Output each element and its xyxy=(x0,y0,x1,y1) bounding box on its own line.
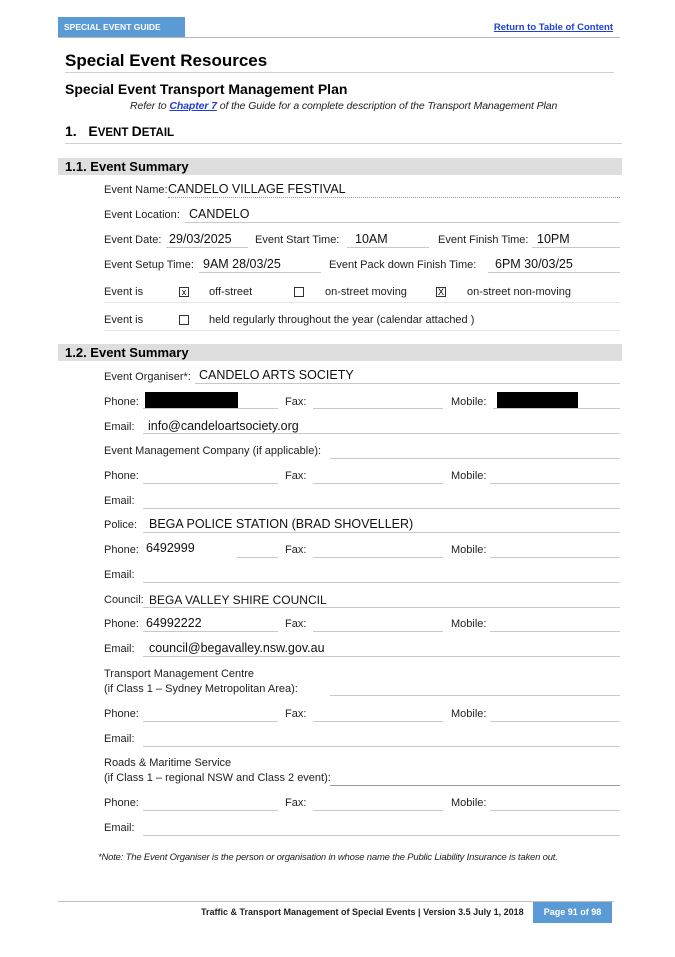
onstreet-nonmoving-checkbox[interactable]: X xyxy=(437,287,444,297)
police-label: Police: xyxy=(104,519,138,531)
header-divider xyxy=(58,37,620,38)
offstreet-label: off-street xyxy=(209,286,253,298)
page-number: Page 91 of 98 xyxy=(533,902,612,923)
council-mobile-line xyxy=(490,631,620,632)
council-phone-line xyxy=(143,631,278,632)
page-title: Special Event Resources xyxy=(65,51,268,70)
row-divider xyxy=(104,302,620,303)
section-title-1-1: 1.1. Event Summary xyxy=(65,159,189,174)
organiser-mobile-label: Mobile: xyxy=(451,396,487,408)
police-email-label: Email: xyxy=(104,569,135,581)
organiser-email-value[interactable]: info@candeloartsociety.org xyxy=(148,419,299,433)
title-divider xyxy=(65,72,614,73)
organiser-email-line xyxy=(143,433,620,434)
rms-line xyxy=(330,785,620,786)
tmc-fax-line xyxy=(313,721,443,722)
section-divider xyxy=(65,143,622,144)
mgmt-email-line xyxy=(143,508,620,509)
organiser-phone-line xyxy=(143,408,278,409)
packdown-line xyxy=(488,272,620,273)
plan-title: Special Event Transport Management Plan xyxy=(65,81,348,97)
council-email-value[interactable]: council@begavalley.nsw.gov.au xyxy=(149,641,325,655)
rms-mobile-label: Mobile: xyxy=(451,797,487,809)
council-email-line xyxy=(143,656,620,657)
mgmt-phone-label: Phone: xyxy=(104,470,139,482)
mgmt-mobile-line xyxy=(490,483,620,484)
rms-email-line xyxy=(143,835,620,836)
mgmt-email-label: Email: xyxy=(104,495,135,507)
onstreet-nonmoving-label: on-street non-moving xyxy=(467,286,571,298)
setup-time-value[interactable]: 9AM 28/03/25 xyxy=(203,257,281,271)
mgmt-fax-line xyxy=(313,483,443,484)
packdown-value[interactable]: 6PM 30/03/25 xyxy=(495,257,573,271)
redacted-phone xyxy=(145,392,238,408)
council-phone-value[interactable]: 64992222 xyxy=(146,616,202,630)
tmc-email-line xyxy=(143,746,620,747)
mgmt-fax-label: Fax: xyxy=(285,470,307,482)
start-time-label: Event Start Time: xyxy=(255,234,340,246)
police-fax-label: Fax: xyxy=(285,544,307,556)
rms-fax-label: Fax: xyxy=(285,797,307,809)
chapter-7-link[interactable]: Chapter 7 xyxy=(169,100,217,112)
event-location-value[interactable]: CANDELO xyxy=(189,207,250,221)
mgmt-phone-line xyxy=(143,483,278,484)
organiser-line xyxy=(195,383,620,384)
section-title-1-2: 1.2. Event Summary xyxy=(65,345,189,360)
tmc-phone-line xyxy=(143,721,278,722)
organiser-mobile-line xyxy=(493,408,620,409)
police-line xyxy=(143,532,620,533)
section-heading-event-detail: 1. EVENT DETAIL xyxy=(65,123,175,139)
tmc-mobile-label: Mobile: xyxy=(451,708,487,720)
event-is-label-2: Event is xyxy=(104,314,144,326)
tmc-phone-label: Phone: xyxy=(104,708,139,720)
row-divider-2 xyxy=(104,330,620,331)
mgmt-company-label: Event Management Company (if applicable): xyxy=(104,445,322,457)
tmc-line xyxy=(330,695,620,696)
rms-phone-label: Phone: xyxy=(104,797,139,809)
organiser-email-label: Email: xyxy=(104,421,135,433)
police-phone-label: Phone: xyxy=(104,544,139,556)
finish-time-value[interactable]: 10PM xyxy=(537,232,570,246)
packdown-label: Event Pack down Finish Time: xyxy=(329,259,477,271)
police-value[interactable]: BEGA POLICE STATION (BRAD SHOVELLER) xyxy=(149,517,414,531)
return-to-toc-link[interactable]: Return to Table of Content xyxy=(493,22,613,33)
finish-time-label: Event Finish Time: xyxy=(438,234,529,246)
footer-text: Traffic & Transport Management of Special Events | Version 3.5 July 1, 2018 xyxy=(201,907,524,917)
police-phone-value[interactable]: 6492999 xyxy=(146,541,195,555)
mgmt-company-line xyxy=(330,458,620,459)
event-is-label: Event is xyxy=(104,286,144,298)
rms-email-label: Email: xyxy=(104,822,135,834)
council-email-label: Email: xyxy=(104,643,135,655)
police-mobile-line xyxy=(490,557,620,558)
organiser-label: Event Organiser*: xyxy=(104,371,191,383)
guide-tag: SPECIAL EVENT GUIDE xyxy=(58,17,185,37)
tmc-label: Transport Management Centre xyxy=(104,668,254,680)
held-regularly-label: held regularly throughout the year (calendar attached ) xyxy=(209,314,475,326)
organiser-fax-label: Fax: xyxy=(285,396,307,408)
footer-divider xyxy=(58,901,614,902)
rms-label: Roads & Maritime Service xyxy=(104,757,232,769)
setup-time-label: Event Setup Time: xyxy=(104,259,194,271)
start-time-line xyxy=(347,247,429,248)
setup-time-line xyxy=(199,272,321,273)
council-mobile-label: Mobile: xyxy=(451,618,487,630)
tmc-email-label: Email: xyxy=(104,733,135,745)
redacted-mobile xyxy=(497,392,578,408)
council-phone-label: Phone: xyxy=(104,618,139,630)
event-date-value[interactable]: 29/03/2025 xyxy=(169,232,232,246)
council-fax-line xyxy=(313,631,443,632)
rms-fax-line xyxy=(313,810,443,811)
event-name-line xyxy=(168,197,620,198)
rms-mobile-line xyxy=(490,810,620,811)
event-name-label: Event Name: xyxy=(104,184,168,196)
event-name-value[interactable]: CANDELO VILLAGE FESTIVAL xyxy=(168,182,346,196)
organiser-value[interactable]: CANDELO ARTS SOCIETY xyxy=(199,368,354,382)
organiser-phone-label: Phone: xyxy=(104,396,139,408)
event-location-line xyxy=(185,222,620,223)
event-location-label: Event Location: xyxy=(104,209,180,221)
finish-time-line xyxy=(532,247,620,248)
council-value[interactable]: BEGA VALLEY SHIRE COUNCIL xyxy=(149,593,327,607)
onstreet-moving-checkbox[interactable] xyxy=(294,287,304,297)
police-fax-line xyxy=(313,557,443,558)
rms-sublabel: (if Class 1 – regional NSW and Class 2 event): xyxy=(104,772,331,784)
mgmt-mobile-label: Mobile: xyxy=(451,470,487,482)
refer-note: Refer to Chapter 7 of the Guide for a complete description of the Transport Management Plan xyxy=(130,100,558,112)
police-phone-line xyxy=(237,557,278,558)
council-fax-label: Fax: xyxy=(285,618,307,630)
event-date-line xyxy=(166,247,248,248)
held-regularly-checkbox[interactable] xyxy=(179,315,189,325)
police-mobile-label: Mobile: xyxy=(451,544,487,556)
rms-phone-line xyxy=(143,810,278,811)
onstreet-moving-label: on-street moving xyxy=(325,286,407,298)
tmc-mobile-line xyxy=(490,721,620,722)
organiser-fax-line xyxy=(313,408,443,409)
council-line xyxy=(143,607,620,608)
footnote: *Note: The Event Organiser is the person or organisation in whose name the Public Liability Insurance is taken out. xyxy=(98,852,558,863)
tmc-fax-label: Fax: xyxy=(285,708,307,720)
police-email-line xyxy=(143,582,620,583)
offstreet-checkbox[interactable]: x xyxy=(179,287,189,297)
start-time-value[interactable]: 10AM xyxy=(355,232,388,246)
tmc-sublabel: (if Class 1 – Sydney Metropolitan Area): xyxy=(104,683,298,695)
event-date-label: Event Date: xyxy=(104,234,162,246)
council-label: Council: xyxy=(104,594,144,606)
